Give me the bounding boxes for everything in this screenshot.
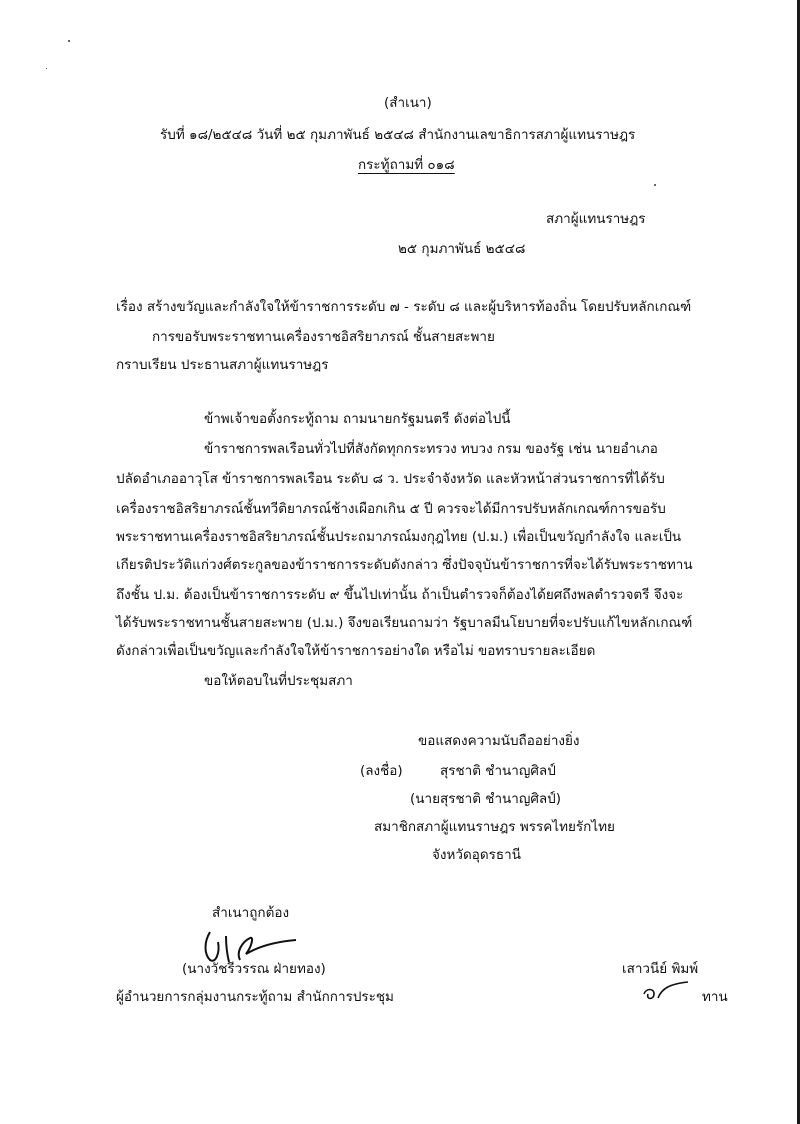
question-number: กระทู้ถามที่ ๐๑๘ <box>358 157 455 173</box>
closing-request: ขอให้ตอบในที่ประชุมสภา <box>204 673 353 689</box>
subject-line-1: เรื่อง สร้างขวัญและกำลังใจให้ข้าราชการระดับ ๗ - ระดับ ๘ และผู้บริหารท้องถิ่น โดยปรับหลักเกณฑ์ <box>116 299 692 315</box>
signed-name: สุรชาติ ชำนาญศิลป์ <box>440 763 556 779</box>
certifier-title: ผู้อำนวยการกลุ่มงานกระทู้ถาม สำนักการประชุม <box>116 989 394 1005</box>
typist-name: เสาวนีย์ พิมพ์ <box>622 961 699 977</box>
body-line: ข้าราชการพลเรือนทั่วไปที่สังกัดทุกกระทรวง ทบวง กรม ของรัฐ เช่น นายอำเภอ <box>204 441 658 457</box>
body-intro: ข้าพเจ้าขอตั้งกระทู้ถาม ถามนายกรัฐมนตรี ดังต่อไปนี้ <box>204 411 511 427</box>
certifier-name: (นางวัชรีวรรณ ฝ่ายทอง) <box>182 961 326 977</box>
copy-mark: (สำเนา) <box>384 95 432 111</box>
signer-province: จังหวัดอุดรธานี <box>432 847 521 863</box>
subject-line-2: การขอรับพระราชทานเครื่องราชอิสริยาภรณ์ ชั้นสายสะพาย <box>152 329 495 345</box>
body-line: พระราชทานเครื่องราชอิสริยาภรณ์ชั้นประถมาภรณ์มงกุฎไทย (ป.ม.) เพื่อเป็นขวัญกำลังใจ และเป็น <box>116 529 682 545</box>
body-line: ดังกล่าวเพื่อเป็นขวัญและกำลังใจให้ข้าราชการอย่างใด หรือไม่ ขอทราบรายละเอียด <box>116 643 596 659</box>
signer-position: สมาชิกสภาผู้แทนราษฎร พรรคไทยรักไทย <box>374 819 615 835</box>
body-line: ได้รับพระราชทานชั้นสายสะพาย (ป.ม.) จึงขอเรียนถามว่า รัฐบาลมีนโยบายที่จะปรับแก้ไขหลักเกณฑ์ <box>116 615 693 631</box>
body-line: เกียรติประวัติแก่วงศ์ตระกูลของข้าราชการระดับดังกล่าว ซึ่งปัจจุบันข้าราชการที่จะได้รับพระราชทาน <box>116 557 693 573</box>
salutation: กราบเรียน ประธานสภาผู้แทนราษฎร <box>116 357 329 373</box>
scan-speck <box>46 68 47 69</box>
certification-label: สำเนาถูกต้อง <box>212 905 290 921</box>
scan-speck <box>654 184 656 186</box>
checker-label: ทาน <box>702 989 728 1005</box>
body-line: ปลัดอำเภออาวุโส ข้าราชการพลเรือน ระดับ ๘ ว. ประจำจังหวัด และหัวหน้าส่วนราชการที่ได้รับ <box>116 471 665 487</box>
regards: ขอแสดงความนับถืออย่างยิ่ง <box>418 733 580 749</box>
received-line: รับที่ ๑๘/๒๕๔๘ วันที่ ๒๕ กุมภาพันธ์ ๒๕๔๘ สำนักงานเลขาธิการสภาผู้แทนราษฎร <box>160 127 636 143</box>
signer-full-name: (นายสุรชาติ ชำนาญศิลป์) <box>410 791 562 807</box>
signed-label: (ลงชื่อ) <box>360 763 403 779</box>
sender-org: สภาผู้แทนราษฎร <box>546 211 646 227</box>
body-line: เครื่องราชอิสริยาภรณ์ชั้นทวีติยาภรณ์ช้างเผือกเกิน ๕ ปี ควรจะได้มีการปรับหลักเกณฑ์การขอรับ <box>116 501 666 517</box>
sender-date: ๒๕ กุมภาพันธ์ ๒๕๔๘ <box>398 241 526 257</box>
checker-initials-icon <box>640 978 700 1006</box>
body-line: ถึงชั้น ป.ม. ต้องเป็นข้าราชการระดับ ๙ ขึ้นไปเท่านั้น ถ้าเป็นตำรวจก็ต้องได้ยศถึงพลตำรวจตรี จึงจะ <box>116 587 684 603</box>
scan-speck <box>68 40 70 42</box>
